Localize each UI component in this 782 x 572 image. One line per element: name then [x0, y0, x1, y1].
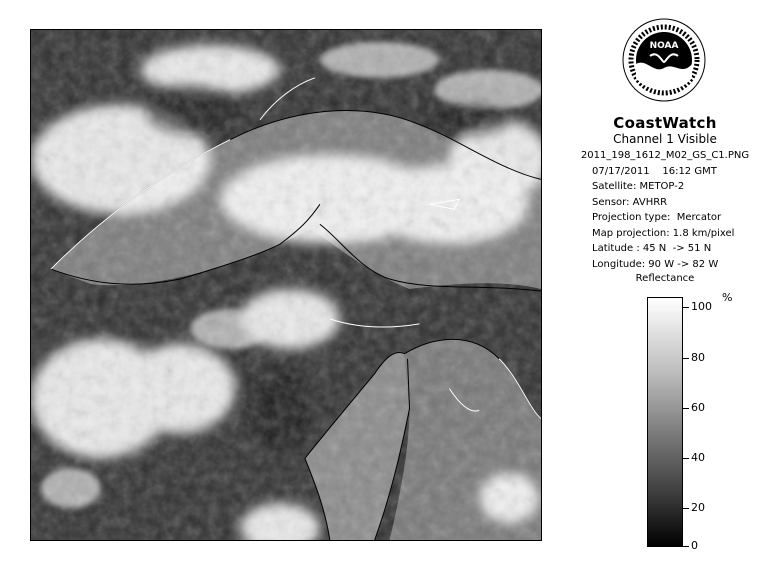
- svg-text:NOAA: NOAA: [649, 41, 679, 51]
- colorbar-title: Reflectance: [635, 273, 695, 284]
- colorbar-tick-label: 40: [691, 451, 705, 464]
- colorbar-tick: [683, 546, 689, 547]
- colorbar: [647, 297, 683, 547]
- metadata-block: [560, 148, 770, 272]
- colorbar-tick-label: 60: [691, 401, 705, 414]
- colorbar-tick: [683, 307, 689, 308]
- datetime: 07/17/2011 16:12 GMT: [592, 165, 717, 177]
- colorbar-tick-label: 20: [691, 501, 705, 514]
- filename: 2011_198_1612_M02_GS_C1.PNG: [580, 150, 750, 161]
- colorbar-tick: [683, 408, 689, 409]
- satellite-image: [30, 29, 542, 541]
- colorbar-tick: [683, 458, 689, 459]
- channel-label: Channel 1 Visible: [613, 132, 717, 146]
- colorbar-tick-label: 80: [691, 351, 705, 364]
- colorbar-unit: %: [722, 291, 733, 304]
- colorbar-tick: [683, 508, 689, 509]
- product-title: CoastWatch: [613, 114, 717, 132]
- colorbar-tick-label: 0: [691, 539, 698, 552]
- satellite-image-icon: [31, 30, 541, 540]
- colorbar-tick: [683, 358, 689, 359]
- latitude-range: Latitude : 45 N -> 51 N: [592, 243, 712, 254]
- noaa-seal-icon: [622, 18, 706, 102]
- projection-type: Projection type: Mercator: [592, 212, 722, 223]
- legend-panel: [560, 10, 770, 565]
- map-projection: Map projection: 1.8 km/pixel: [592, 227, 735, 239]
- longitude-range: Longitude: 90 W -> 82 W: [592, 258, 719, 270]
- sensor: Sensor: AVHRR: [592, 196, 668, 208]
- colorbar-tick-label: 100: [691, 300, 712, 313]
- satellite: Satellite: METOP-2: [592, 181, 685, 192]
